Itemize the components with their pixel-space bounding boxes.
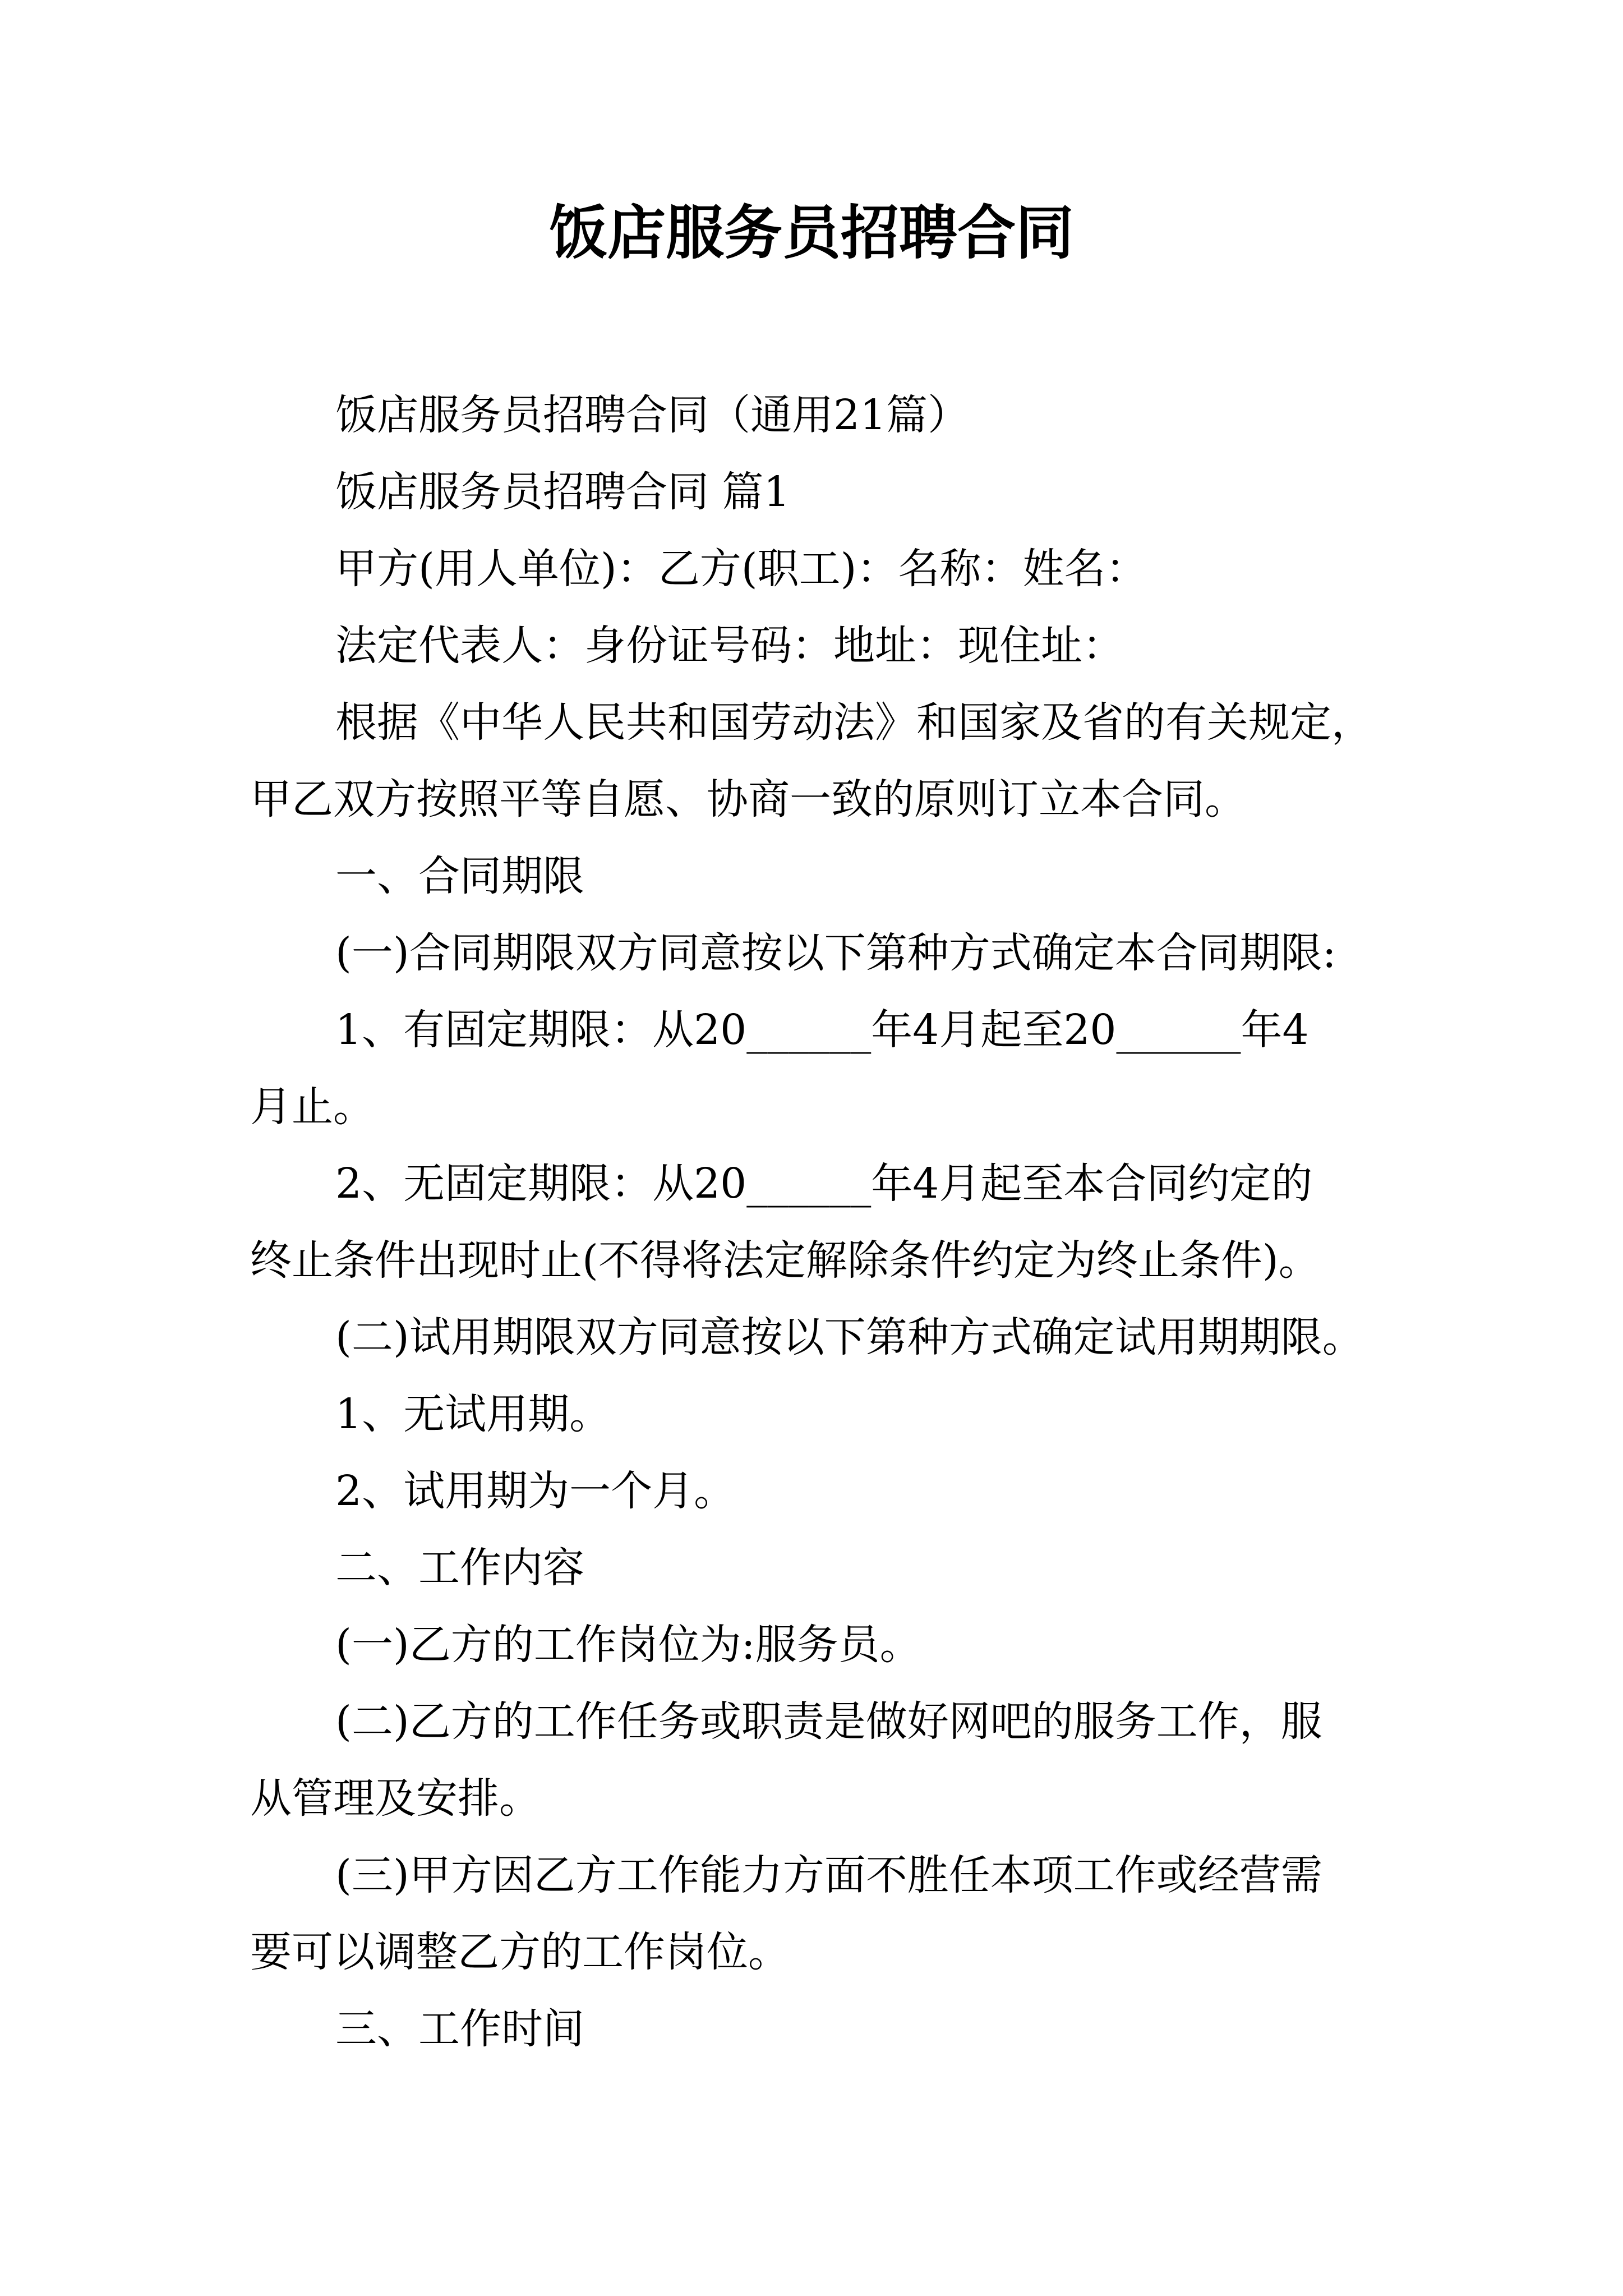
body-line: (二)乙方的工作任务或职责是做好网吧的服务工作，服	[335, 1697, 1322, 1746]
body-line: (二)试用期限双方同意按以下第种方式确定试用期期限。	[335, 1313, 1364, 1361]
body-line: 甲乙双方按照平等自愿、协商一致的原则订立本合同。	[250, 775, 1246, 823]
body-line: (一)合同期限双方同意按以下第种方式确定本合同期限:	[335, 929, 1336, 977]
body-line: 二、工作内容	[335, 1544, 584, 1592]
document-body	[250, 377, 1377, 2068]
document-title: 饭店服务员招聘合同	[548, 199, 1074, 267]
body-line: 要可以调整乙方的工作岗位。	[250, 1928, 790, 1976]
body-line: 甲方(用人单位)：乙方(职工)：名称：姓名：	[335, 545, 1147, 593]
body-line: 三、工作时间	[335, 2005, 584, 2053]
body-line: 1、有固定期限：从20______年4月起至20______年4	[335, 1006, 1309, 1054]
body-line: 2、无固定期限：从20______年4月起至本合同约定的	[335, 1159, 1313, 1208]
body-line: 法定代表人：身份证号码：地址：现住址：	[335, 622, 1124, 670]
body-line: 月止。	[250, 1083, 375, 1131]
body-line: 终止条件出现时止(不得将法定解除条件约定为终止条件)。	[250, 1236, 1320, 1285]
body-line: (三)甲方因乙方工作能力方面不胜任本项工作或经营需	[335, 1851, 1322, 1899]
body-line: 从管理及安排。	[250, 1774, 541, 1823]
body-line: 一、合同期限	[335, 852, 584, 900]
body-line: 饭店服务员招聘合同 篇1	[335, 468, 790, 516]
body-line: 根据《中华人民共和国劳动法》和国家及省的有关规定，	[335, 698, 1373, 747]
body-line: 饭店服务员招聘合同（通用21篇）	[335, 391, 970, 439]
body-line: 1、无试用期。	[335, 1390, 611, 1438]
body-line: (一)乙方的工作岗位为:服务员。	[335, 1621, 921, 1669]
body-line: 2、试用期为一个月。	[335, 1467, 736, 1515]
